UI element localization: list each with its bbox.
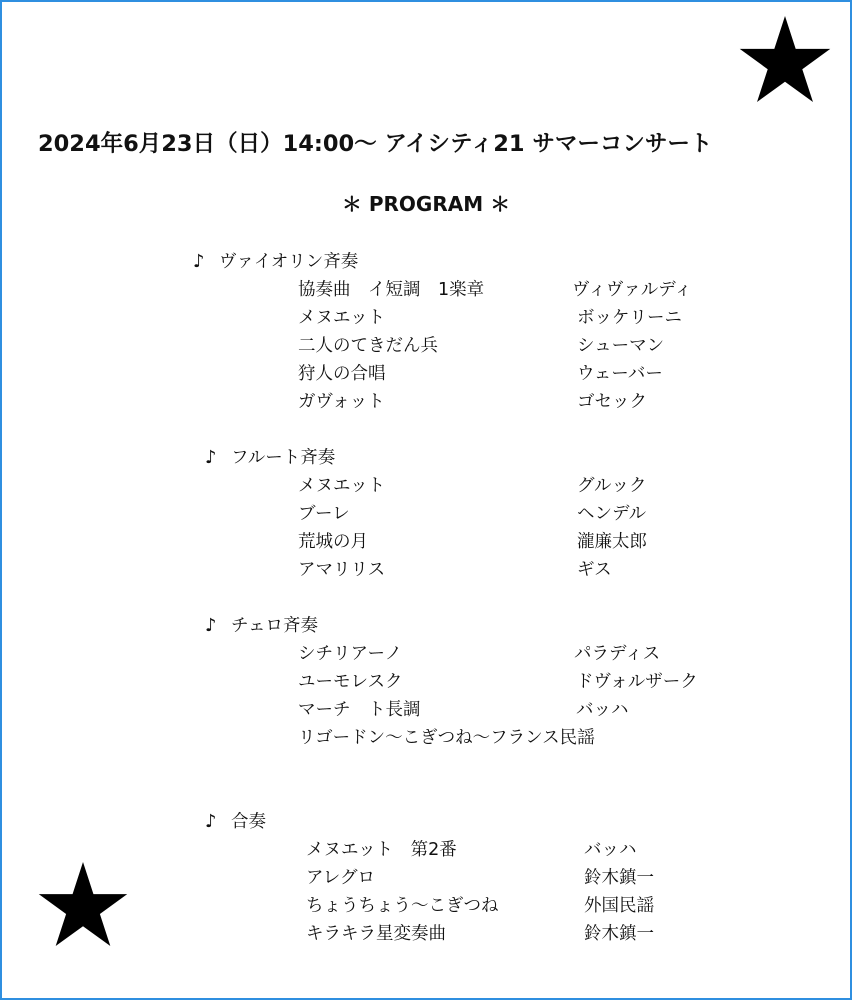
piece-title: リゴードン〜こぎつね〜フランス民謡 [298, 728, 595, 748]
composer-name: ギス [577, 560, 612, 580]
section-label: フルート斉奏 [231, 448, 336, 468]
piece-title: アレグロ [306, 868, 375, 888]
section-heading-cello [205, 612, 318, 637]
piece-title: ちょうちょう〜こぎつね [306, 896, 499, 916]
piece-title: キラキラ星変奏曲 [306, 924, 446, 944]
section-heading-violin [193, 248, 358, 273]
composer-name: 鈴木鎮一 [584, 924, 654, 944]
piece-title: 狩人の合唱 [298, 364, 386, 384]
piece-title: ブーレ [298, 504, 350, 524]
piece-title: ユーモレスク [298, 672, 403, 692]
composer-name: ウェーバー [577, 364, 663, 384]
section-label: 合奏 [231, 812, 266, 832]
composer-name: ヴィヴァルディ [572, 280, 692, 300]
star-icon [736, 16, 834, 102]
composer-name: 外国民謡 [584, 896, 654, 916]
composer-name: 瀧廉太郎 [577, 532, 647, 552]
program-heading: ＊ PROGRAM ＊ [341, 192, 511, 216]
piece-title: メヌエット 第2番 [306, 840, 457, 860]
piece-title: シチリアーノ [298, 644, 403, 664]
piece-title: ガヴォット [298, 392, 385, 412]
piece-title: メヌエット [298, 308, 386, 328]
section-label: チェロ斉奏 [231, 616, 318, 636]
composer-name: ヘンデル [577, 504, 647, 524]
composer-name: グルック [577, 476, 647, 496]
music-note-icon: ♪ [205, 447, 217, 468]
piece-title: メヌエット [298, 476, 386, 496]
star-icon [37, 862, 129, 946]
section-heading-flute [205, 444, 335, 469]
composer-name: ゴセック [577, 392, 647, 412]
concert-title: 2024年6月23日（日）14:00〜 アイシティ21 サマーコンサート [38, 131, 713, 157]
composer-name: バッハ [584, 840, 637, 860]
composer-name: 鈴木鎮一 [584, 868, 654, 888]
composer-name: ドヴォルザーク [576, 672, 698, 692]
composer-name: パラディス [574, 644, 661, 664]
piece-title: 荒城の月 [298, 532, 368, 552]
composer-name: シューマン [577, 336, 665, 356]
composer-name: バッハ [576, 700, 629, 720]
music-note-icon: ♪ [205, 811, 217, 832]
piece-title: マーチ ト長調 [298, 700, 421, 720]
piece-title: 協奏曲 イ短調 1楽章 [298, 280, 485, 300]
section-label: ヴァイオリン斉奏 [219, 252, 359, 272]
music-note-icon: ♪ [193, 251, 205, 272]
music-note-icon: ♪ [205, 615, 217, 636]
composer-name: ボッケリーニ [577, 308, 682, 328]
piece-title: 二人のてきだん兵 [298, 336, 438, 356]
piece-title: アマリリス [298, 560, 386, 580]
section-heading-ensemble [205, 808, 266, 833]
